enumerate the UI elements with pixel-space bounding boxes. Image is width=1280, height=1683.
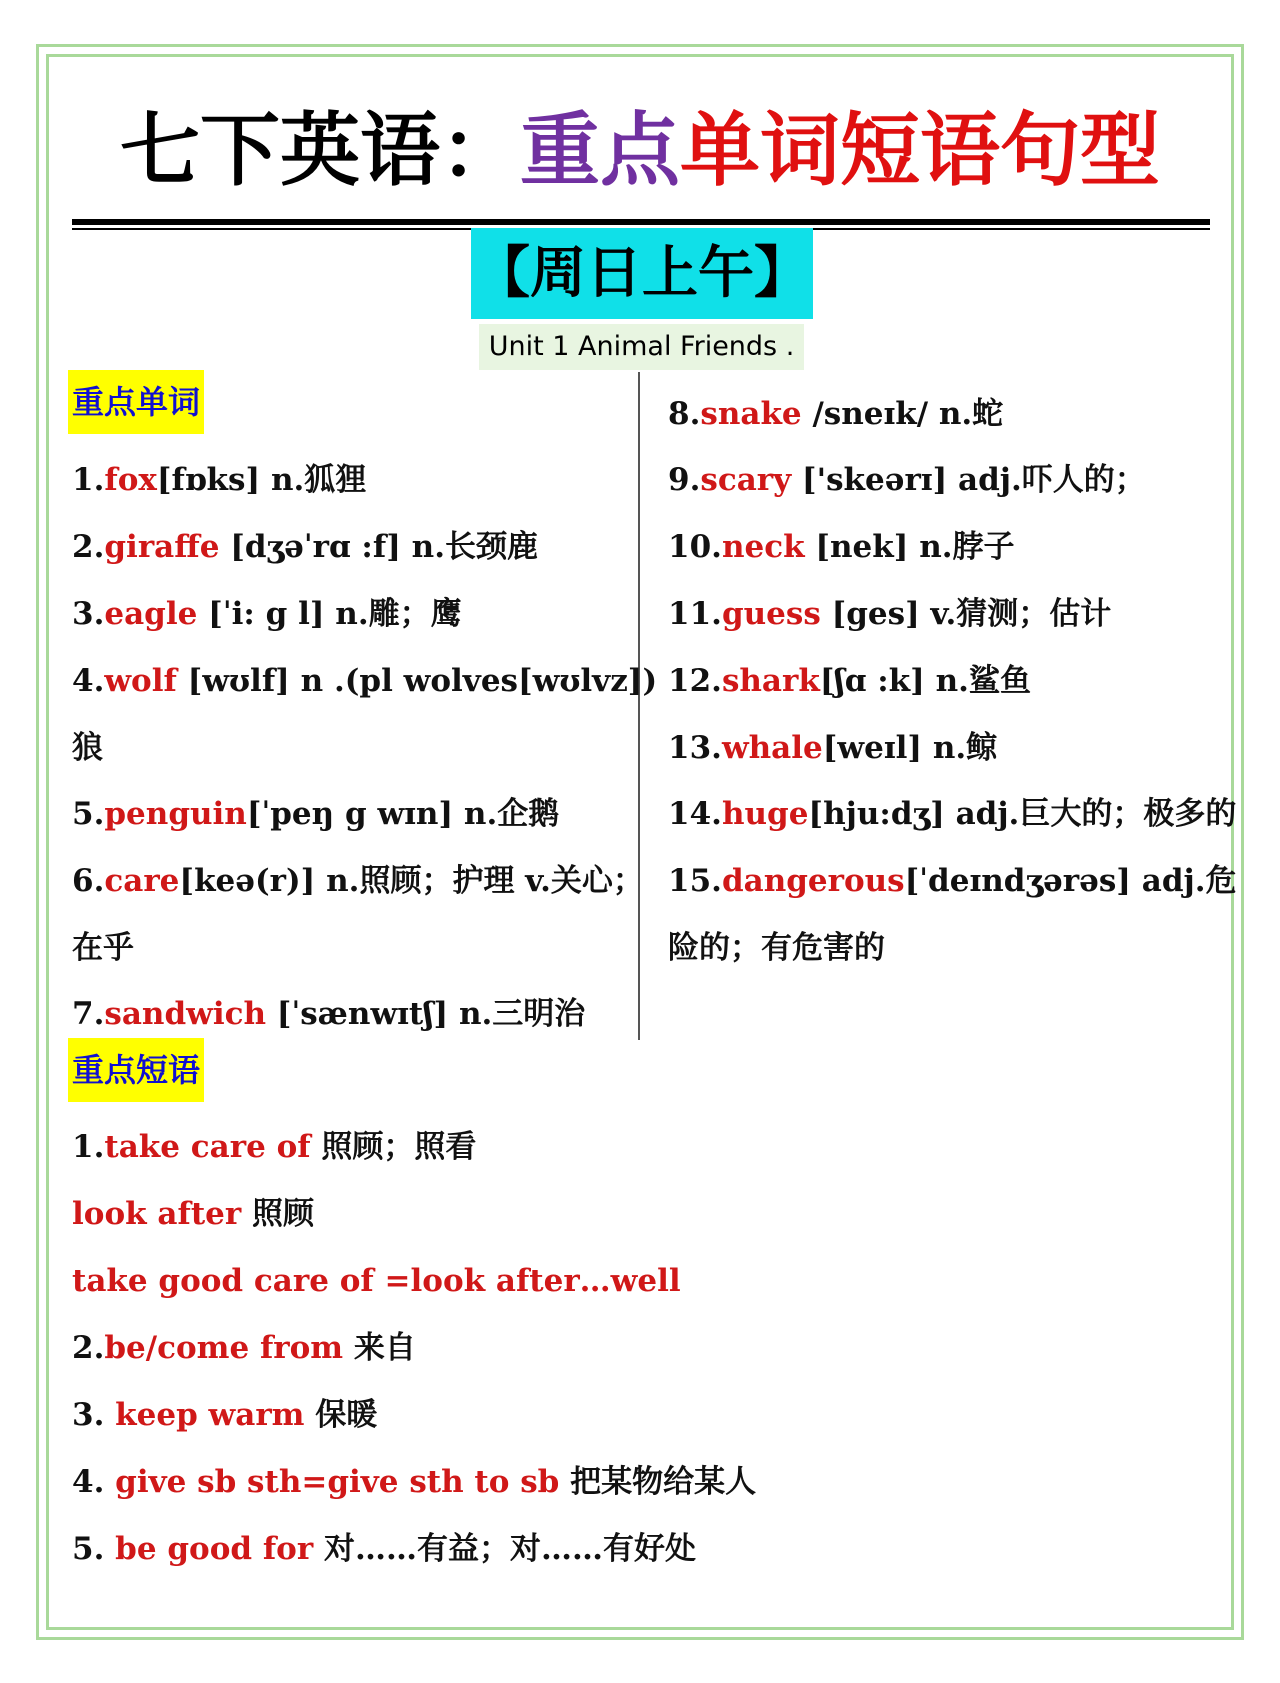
entry-phrase: give sb sth=give sth to sb [115, 1464, 560, 1500]
entry-number: 11. [668, 596, 722, 632]
word-entry [668, 460, 1146, 500]
entry-word: guess [721, 596, 821, 632]
phrase-entry [72, 1395, 377, 1435]
word-entry [72, 527, 538, 567]
title-purple: 重点 [520, 104, 680, 197]
entry-definition: [weɪl] n.鲸 [822, 730, 998, 766]
entry-phrase: be good for [115, 1531, 314, 1567]
entry-definition: [ʃɑ :k] n.鲨鱼 [819, 663, 1031, 699]
entry-phrase: take good care of =look after…well [72, 1263, 681, 1299]
entry-word: eagle [104, 596, 198, 632]
word-entry [72, 861, 644, 901]
entry-meaning: 对……有益；对……有好处 [313, 1531, 696, 1567]
phrase-entry [72, 1261, 681, 1301]
entry-word: scary [700, 462, 792, 498]
word-entry [668, 861, 1237, 901]
word-entry [668, 527, 1015, 567]
entry-number: 14. [668, 796, 722, 832]
entry-number: 7. [72, 996, 105, 1032]
entry-definition: [ˈdeɪndʒərəs] adj.危 [904, 863, 1237, 899]
entry-word: dangerous [721, 863, 905, 899]
title-red: 单词短语句型 [680, 104, 1160, 197]
entry-definition: [ˈsænwɪtʃ] n.三明治 [266, 996, 586, 1032]
entry-number: 4. [72, 1464, 116, 1500]
entry-number: 15. [668, 863, 722, 899]
entry-definition: [fɒks] n.狐狸 [156, 462, 367, 498]
word-entry [668, 794, 1236, 834]
word-entry [72, 794, 559, 834]
entry-word: wolf [104, 663, 177, 699]
unit-label: Unit 1 Animal Friends . [479, 324, 804, 370]
word-entry [72, 661, 657, 701]
entry-definition: ['skeərɪ] adj.吓人的； [791, 462, 1146, 498]
entry-phrase: keep warm [115, 1397, 305, 1433]
entry-number: 5. [72, 1531, 116, 1567]
entry-definition: [ges] v.猜测；估计 [820, 596, 1112, 632]
entry-number: 3. [72, 1397, 116, 1433]
entry-number: 5. [72, 796, 105, 832]
word-entry [668, 661, 1031, 701]
phrase-entry [72, 1127, 476, 1167]
entry-meaning: 把某物给某人 [559, 1464, 757, 1500]
entry-word: huge [721, 796, 809, 832]
entry-definition: [dʒəˈrɑ :f] n.长颈鹿 [219, 529, 539, 565]
entry-meaning: 照顾；照看 [310, 1129, 477, 1165]
word-entry [668, 594, 1111, 634]
entry-word: sandwich [104, 996, 267, 1032]
entry-phrase: be/come from [104, 1330, 344, 1366]
entry-definition: /sneɪk/ n.蛇 [801, 396, 1004, 432]
entry-number: 1. [72, 1129, 105, 1165]
phrases-section-label: 重点短语 [68, 1038, 204, 1102]
word-entry [72, 994, 585, 1034]
page-title [0, 96, 1280, 206]
word-entry-continuation [72, 728, 103, 768]
word-entry [668, 394, 1003, 434]
entry-number: 6. [72, 863, 105, 899]
entry-number: 9. [668, 462, 701, 498]
entry-number: 1. [72, 462, 105, 498]
entry-word: neck [721, 529, 805, 565]
entry-number: 4. [72, 663, 105, 699]
entry-number: 2. [72, 529, 105, 565]
word-entry-continuation [72, 928, 134, 968]
entry-definition: [ˈi: g l] n.雕；鹰 [197, 596, 462, 632]
entry-definition: 狼 [72, 730, 103, 766]
word-entry [72, 460, 366, 500]
entry-definition: [nek] n.脖子 [804, 529, 1015, 565]
entry-definition: 险的；有危害的 [668, 930, 885, 966]
entry-word: shark [721, 663, 820, 699]
title-prefix: 七下英语： [120, 104, 520, 197]
entry-number: 12. [668, 663, 722, 699]
title-rule-thick [72, 219, 1210, 225]
entry-meaning: 保暖 [304, 1397, 378, 1433]
entry-number: 13. [668, 730, 722, 766]
entry-definition: [ˈpeŋ g wɪn] n.企鹅 [246, 796, 560, 832]
entry-definition: [wʊlf] n .(pl wolves[wʊlvz]) [176, 663, 658, 699]
entry-number: 10. [668, 529, 722, 565]
entry-number: 8. [668, 396, 701, 432]
entry-meaning: 来自 [343, 1330, 416, 1366]
words-section-label: 重点单词 [68, 370, 204, 434]
entry-definition: 在乎 [72, 930, 134, 966]
entry-word: whale [721, 730, 823, 766]
word-entry-continuation [668, 928, 885, 968]
entry-phrase: look after [72, 1196, 242, 1232]
word-entry [72, 594, 462, 634]
entry-meaning: 照顾 [241, 1196, 314, 1232]
entry-word: snake [700, 396, 802, 432]
entry-word: care [104, 863, 180, 899]
day-badge: 【周日上午】 [471, 228, 813, 319]
entry-word: fox [104, 462, 157, 498]
entry-definition: [keə(r)] n.照顾；护理 v.关心； [179, 863, 644, 899]
entry-word: penguin [104, 796, 247, 832]
entry-word: giraffe [104, 529, 220, 565]
entry-number: 3. [72, 596, 105, 632]
word-entry [668, 728, 997, 768]
entry-number: 2. [72, 1330, 105, 1366]
entry-definition: [hju:dʒ] adj.巨大的；极多的 [808, 796, 1237, 832]
phrase-entry [72, 1462, 756, 1502]
column-divider [638, 372, 640, 1040]
phrase-entry [72, 1194, 314, 1234]
entry-phrase: take care of [104, 1129, 311, 1165]
phrase-entry [72, 1328, 416, 1368]
phrase-entry [72, 1529, 696, 1569]
